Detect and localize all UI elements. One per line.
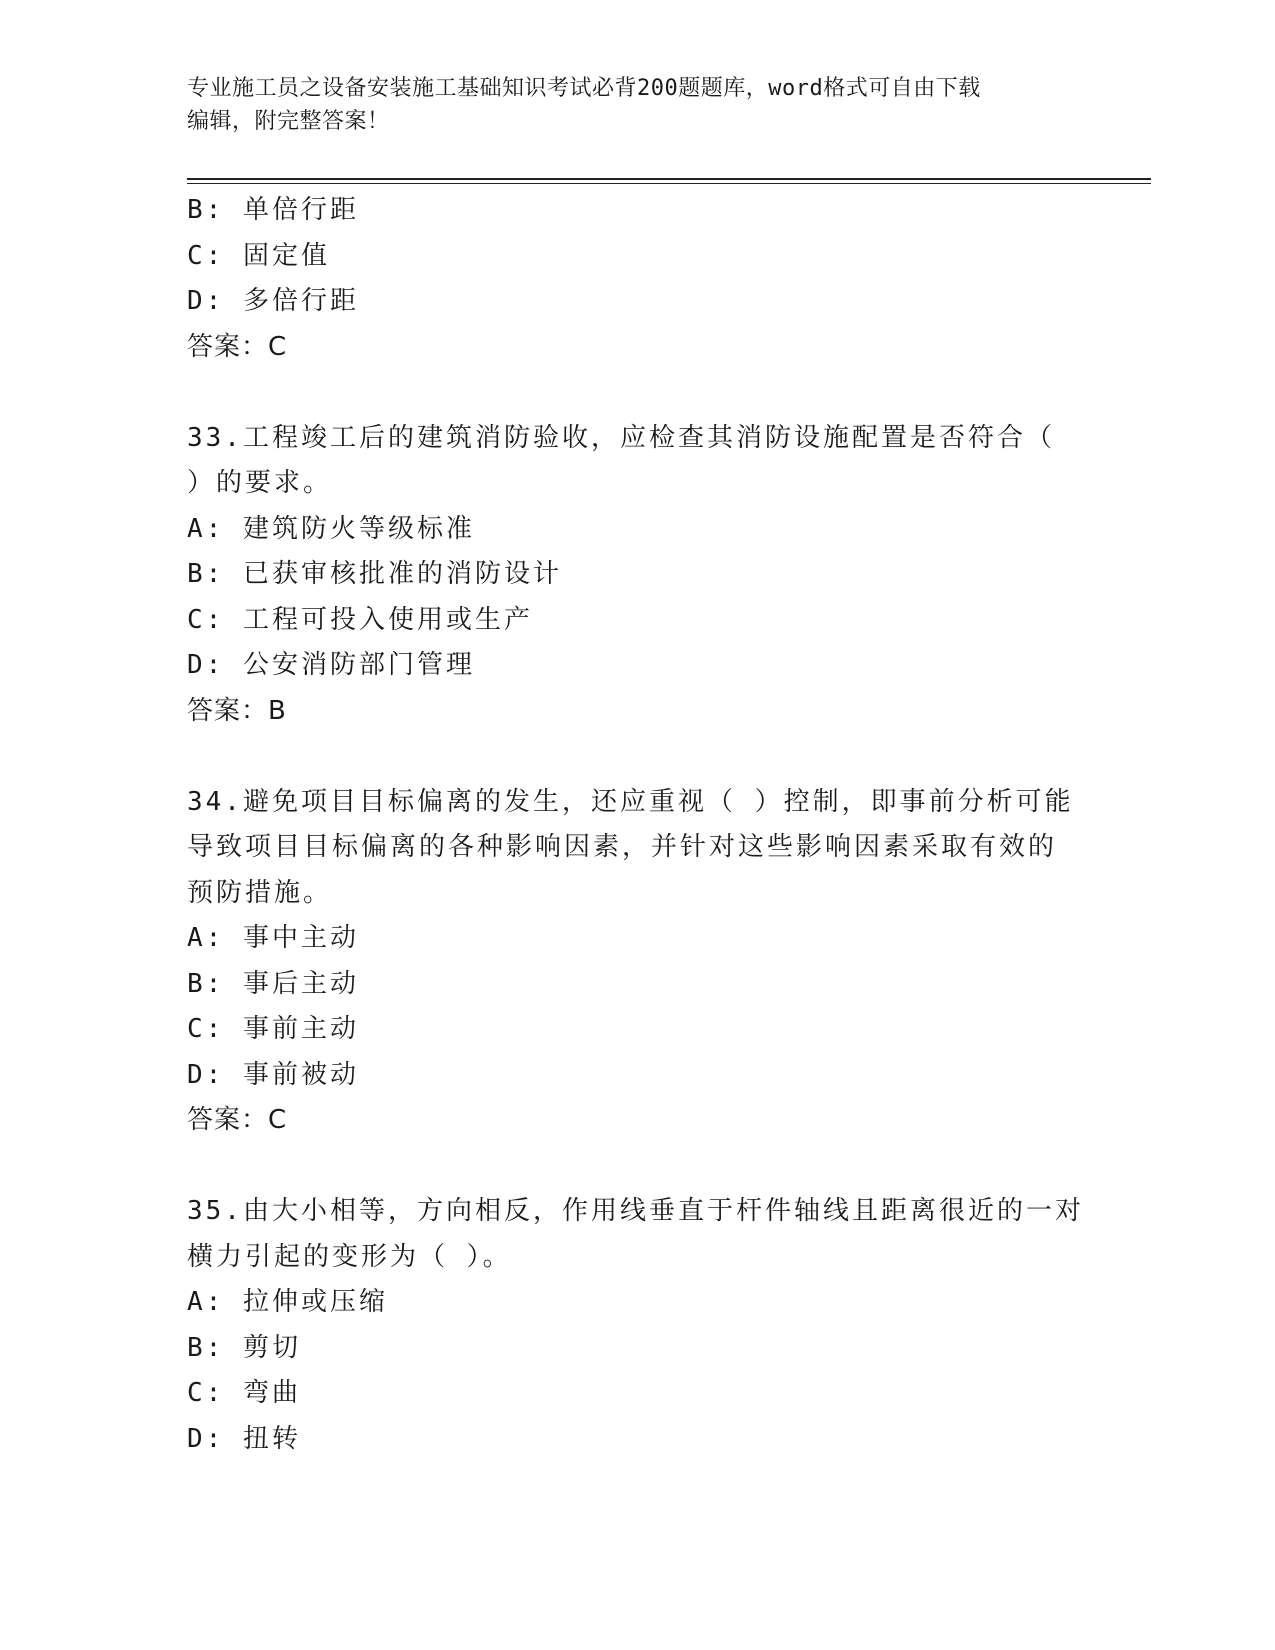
- spacer: [187, 1144, 1087, 1190]
- option-d: D: 扭转: [187, 1423, 301, 1454]
- question-34-block: [187, 780, 1087, 1144]
- option-a: A: 拉伸或压缩: [187, 1287, 388, 1317]
- option-c: C: 固定值: [187, 240, 330, 271]
- option-b: B: 事后主动: [187, 968, 359, 999]
- answer-line: 答案：C: [187, 331, 288, 362]
- option-a: A: 事中主动: [187, 923, 359, 953]
- question-stem-line: 横力引起的变形为（ ）。: [187, 1241, 512, 1272]
- question-stem-line: 33.工程竣工后的建筑消防验收，应检查其消防设施配置是否符合（: [187, 422, 1055, 453]
- answer-line: 答案：B: [187, 695, 287, 726]
- option-a: A: 建筑防火等级标准: [187, 513, 475, 544]
- prev-question-block: [187, 188, 1087, 370]
- question-stem-line: 预防措施。: [187, 877, 333, 908]
- question-33-block: [187, 416, 1087, 735]
- option-d: D: 事前被动: [187, 1059, 359, 1090]
- spacer: [187, 370, 1087, 416]
- header-line-1: 专业施工员之设备安装施工基础知识考试必背200题题库，word格式可自由下载: [187, 76, 981, 101]
- header-divider-thin: [187, 183, 1151, 184]
- option-b: B: 已获审核批准的消防设计: [187, 559, 562, 589]
- option-d: D: 多倍行距: [187, 286, 359, 316]
- document-header: [187, 72, 1087, 138]
- header-divider-thick: [187, 178, 1151, 180]
- question-content: [187, 188, 1087, 1462]
- option-c: C: 工程可投入使用或生产: [187, 604, 533, 635]
- question-stem-line: 导致项目目标偏离的各种影响因素，并针对这些影响因素采取有效的: [187, 832, 1058, 862]
- question-stem-line: 34.避免项目目标偏离的发生，还应重视（ ）控制，即事前分析可能: [187, 786, 1074, 817]
- answer-line: 答案：C: [187, 1105, 288, 1135]
- option-d: D: 公安消防部门管理: [187, 650, 475, 680]
- option-b: B: 单倍行距: [187, 195, 359, 225]
- spacer: [187, 734, 1087, 780]
- header-line-2: 编辑，附完整答案！: [187, 109, 390, 134]
- question-stem-line: ）的要求。: [187, 468, 333, 498]
- option-b: B: 剪切: [187, 1332, 301, 1363]
- option-c: C: 弯曲: [187, 1378, 301, 1408]
- question-35-block: [187, 1189, 1087, 1462]
- option-c: C: 事前主动: [187, 1014, 359, 1044]
- question-stem-line: 35.由大小相等，方向相反，作用线垂直于杆件轴线且距离很近的一对: [187, 1196, 1084, 1226]
